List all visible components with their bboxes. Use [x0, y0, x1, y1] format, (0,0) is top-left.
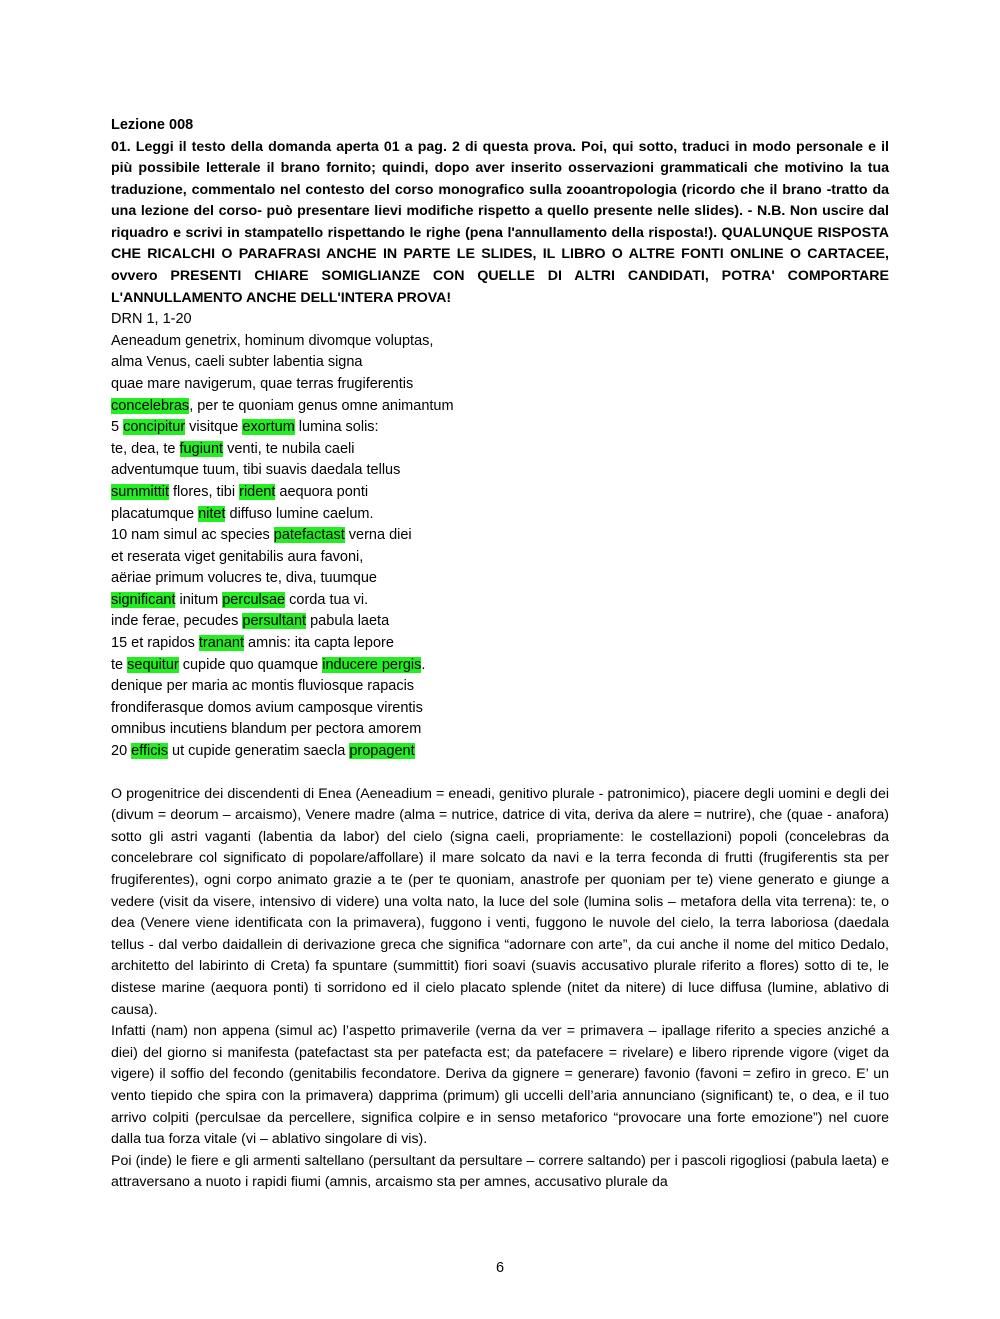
poem-text: adventumque tuum, tibi suavis daedala tellus: [111, 462, 401, 479]
poem-line: [111, 374, 889, 396]
poem-text: denique per maria ac montis fluviosque rapacis: [111, 678, 415, 695]
poem-line: [111, 417, 889, 439]
poem-text: pabula laeta: [306, 613, 390, 630]
poem-line: [111, 439, 889, 461]
highlighted-word: inducere pergis: [322, 656, 422, 673]
highlighted-word: significant: [111, 591, 176, 608]
translation-paragraph: Infatti (nam) non appena (simul ac) l’aspetto primaverile (verna da ver = primavera – ipallage riferito a species anziché a diei) del giorno si manifesta (patefactast sta per patefacta est; da patefacere = rivelare) e libero riprende vigore (viget da vigere) il soffio del fecondo (genitabilis fecondatore. Deriva da gignere = generare) favonio (favoni = zefiro in greco. E’ un vento tiepido che spira con la primavera) dapprima (primum) gli uccelli dell’aria annunciano (significant) te, o dea, e il tuo arrivo colpiti (perculsae da percellere, significa colpire e in senso metaforico “provocare una forte emozione”) nel cuore dalla tua forza vitale (vi – ablativo singolare di vis).: [111, 1023, 889, 1148]
question-text: 01. Leggi il testo della domanda aperta 01 a pag. 2 di questa prova. Poi, qui sotto, traduci in modo personale e il più possibile letterale il brano fornito; quindi, dopo aver inserito osservazioni grammaticali che motivino la tua traduzione, commentalo nel contesto del corso monografico sulla zooantropologia (ricordo che il brano -tratto da una lezione del corso- può presentare lievi modifiche rispetto a quello presente nelle slides). - N.B. Non uscire dal riquadro e scrivi in stampatello rispettando le righe (pena l'annullamento della risposta!). QUALUNQUE RISPOSTA CHE RICALCHI O PARAFRASI ANCHE IN PARTE LE SLIDES, IL LIBRO O ALTRE FONTI ONLINE O CARTACEE, ovvero PRESENTI CHIARE SOMIGLIANZE CON QUELLE DI ALTRI CANDIDATI, POTRA' COMPORTARE L'ANNULLAMENTO ANCHE DELL'INTERA PROVA!: [111, 138, 889, 306]
poem-text: verna diei: [344, 527, 412, 544]
poem-text: Aeneadum genetrix, hominum divomque voluptas,: [111, 332, 434, 349]
poem-text: inde ferae, pecudes: [111, 613, 243, 630]
poem-line: [111, 698, 889, 720]
poem-text: aëriae primum volucres te, diva, tuumque: [111, 570, 377, 587]
poem-line: [111, 504, 889, 526]
poem-text: frondiferasque domos avium camposque virentis: [111, 699, 423, 716]
poem-text: 20: [111, 743, 132, 760]
highlighted-word: sequitur: [127, 656, 179, 673]
poem-text: flores, tibi: [169, 483, 240, 500]
poem-line: [111, 568, 889, 590]
highlighted-word: summittit: [111, 483, 169, 500]
poem-line: [111, 547, 889, 569]
poem-line: [111, 525, 889, 547]
poem-line: [111, 676, 889, 698]
poem-line: [111, 460, 889, 482]
poem-line: [111, 633, 889, 655]
page-number: 6: [495, 1260, 505, 1276]
poem-text: .: [421, 656, 426, 673]
highlighted-word: tranant: [198, 635, 245, 652]
poem-line: [111, 352, 889, 374]
translation-commentary: [111, 784, 889, 1194]
poem-text: placatumque: [111, 505, 199, 522]
translation-paragraph: O progenitrice dei discendenti di Enea (Aeneadium = eneadi, genitivo plurale - patronimico), piacere degli uomini e degli dei (divum = deorum – arcaismo), Venere madre (alma = nutrice, datrice di vita, deriva da alere = nutrire), che (quae - anafora) sotto gli astri vaganti (labentia da labor) del cielo (signa caeli, propriamente: le costellazioni) popoli (concelebras da concelebrare col significato di popolare/affollare) il mare solcato da navi e la terra feconda di frutti (frugiferentis sta per frugiferentes), ogni corpo animato grazie a te (per te quoniam, anastrofe per quoniam per te) viene generato e giunge a vedere (visit da visere, intensivo di videre) una volta nato, la luce del sole (lumina solis – metafora della vita terrena): te, o dea (Venere viene identificata con la primavera), fuggono i venti, fuggono le nuvole del cielo, la terra laboriosa (daedala tellus - dal verbo daidallein di derivazione greca che significa “adornare con arte”, da cui anche il nome del mitico Dedalo, architetto del labirinto di Creta) fa spuntare (summittit) fiori soavi (suavis accusativo plurale riferito a flores) sotto di te, le distese marine (aequora ponti) ti sorridono ed il cielo placato splende (nitet da nitere) di luce diffusa (lumine, ablativo di causa).: [111, 785, 889, 1018]
poem-line: [111, 396, 889, 418]
poem-line: [111, 611, 889, 633]
highlighted-word: propagent: [349, 743, 415, 760]
latin-passage: [111, 331, 889, 763]
poem-text: 10 nam simul ac species: [111, 527, 274, 544]
poem-line: [111, 655, 889, 677]
poem-text: omnibus incutiens blandum per pectora amorem: [111, 721, 422, 738]
poem-line: [111, 482, 889, 504]
highlighted-word: exortum: [242, 419, 295, 436]
poem-text: visitque: [185, 419, 243, 436]
poem-text: venti, te nubila caeli: [223, 440, 355, 457]
poem-line: [111, 331, 889, 353]
poem-text: , per te quoniam genus omne animantum: [189, 397, 454, 414]
poem-text: corda tua vi.: [285, 591, 369, 608]
translation-paragraph: Poi (inde) le fiere e gli armenti saltellano (persultant da persultare – correre saltando) per i pascoli rigogliosi (pabula laeta) e attraversano a nuoto i rapidi fiumi (amnis, arcaismo sta per amnes, accusativo plurale da: [111, 1152, 889, 1191]
poem-text: lumina solis:: [294, 419, 379, 436]
poem-text: 15 et rapidos: [111, 635, 199, 652]
poem-text: et reserata viget genitabilis aura favoni,: [111, 548, 364, 565]
poem-text: diffuso lumine caelum.: [225, 505, 374, 522]
lesson-title: Lezione 008: [111, 117, 194, 133]
highlighted-word: efficis: [131, 743, 168, 760]
poem-text: aequora ponti: [275, 483, 369, 500]
highlighted-word: perculsae: [222, 591, 286, 608]
highlighted-word: patefactast: [273, 527, 345, 544]
highlighted-word: nitet: [198, 505, 226, 522]
poem-text: amnis: ita capta lepore: [244, 635, 394, 652]
poem-text: te, dea, te: [111, 440, 180, 457]
poem-text: initum: [175, 591, 223, 608]
text-reference: DRN 1, 1-20: [111, 311, 192, 328]
poem-line: [111, 741, 889, 763]
highlighted-word: concipitur: [123, 419, 186, 436]
highlighted-word: fugiunt: [179, 440, 224, 457]
highlighted-word: concelebras: [111, 397, 190, 414]
highlighted-word: persultant: [242, 613, 307, 630]
poem-text: ut cupide generatim saecla: [167, 743, 350, 760]
poem-line: [111, 590, 889, 612]
poem-text: 5: [111, 419, 124, 436]
poem-text: alma Venus, caeli subter labentia signa: [111, 354, 363, 371]
poem-line: [111, 719, 889, 741]
poem-text: quae mare navigerum, quae terras frugiferentis: [111, 375, 414, 392]
poem-text: cupide quo quamque: [178, 656, 323, 673]
poem-text: te: [111, 656, 128, 673]
highlighted-word: rident: [239, 483, 276, 500]
document-page: [111, 115, 889, 1194]
